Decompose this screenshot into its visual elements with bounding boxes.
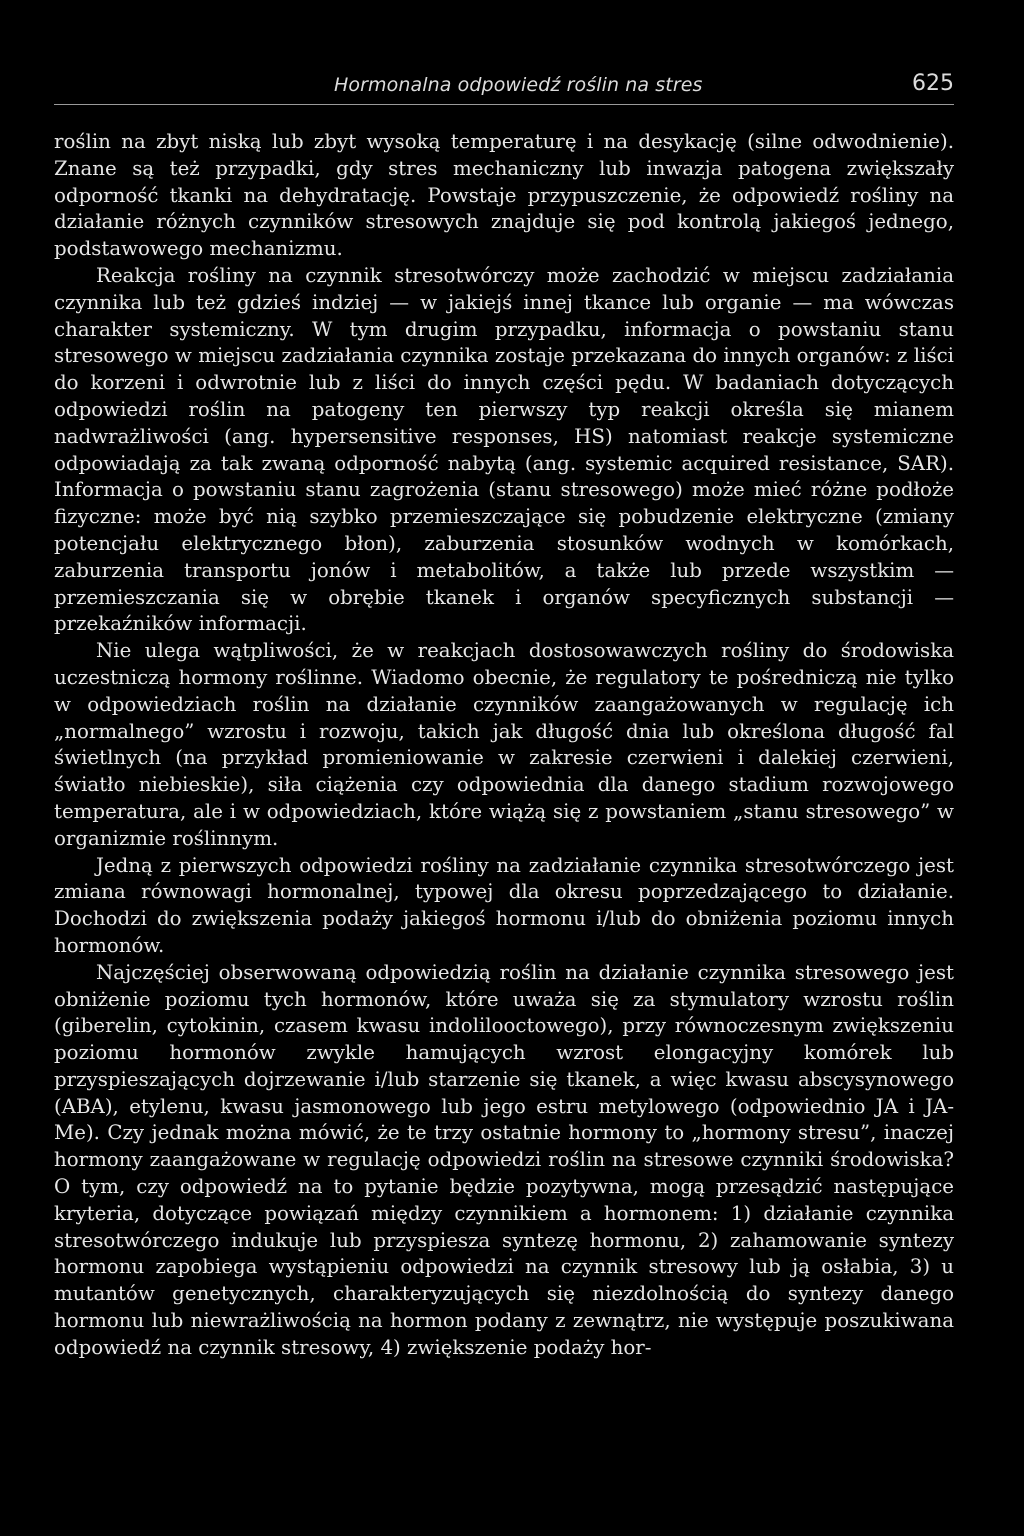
paragraph: Nie ulega wątpliwości, że w reakcjach dostosowawczych rośliny do środowiska uczestniczą hormony roślinne. Wiadomo obecnie, że regulatory te pośredniczą nie tylko w odpowiedziach roślin na działanie czynników zaangażowanych w regulację ich „normalnego” wzrostu i rozwoju, takich jak długość dnia lub określona długość fal świetlnych (na przykład promieniowanie w zakresie czerwieni i dalekiej czerwieni, światło niebieskie), siła ciążenia czy odpowiednia dla danego stadium rozwojowego temperatura, ale i w odpowiedziach, które wiążą się z powstaniem „stanu stresowego” w organizmie roślinnym. — [54, 639, 954, 850]
paragraph: Najczęściej obserwowaną odpowiedzią roślin na działanie czynnika stresowego jest obniżenie poziomu tych hormonów, które uważa się za stymulatory wzrostu roślin (giberelin, cytokinin, czasem kwasu indolilooctowego), przy równoczesnym zwiększeniu poziomu hormonów zwykle hamujących wzrost elongacyjny komórek lub przyspieszających dojrzewanie i/lub starzenie się tkanek, a więc kwasu abscysynowego (ABA), etylenu, kwasu jasmonowego lub jego estru metylowego (odpowiednio JA i JA-Me). Czy jednak można mówić, że te trzy ostatnie hormony to „hormony stresu”, inaczej hormony zaangażowane w regulację odpowiedzi roślin na stresowe czynniki środowiska? O tym, czy odpowiedź na to pytanie będzie pozytywna, mogą przesądzić następujące kryteria, dotyczące powiązań między czynnikiem a hormonem: 1) działanie czynnika stresotwórczego indukuje lub przyspiesza syntezę hormonu, 2) zahamowanie syntezy hormonu zapobiega wystąpieniu odpowiedzi na czynnik stresowy lub ją osłabia, 3) u mutantów genetycznych, charakteryzujących się niezdolnością do syntezy danego hormonu lub niewrażliwością na hormon podany z zewnątrz, nie występuje poszukiwana odpowiedź na czynnik stresowy, 4) zwiększenie podaży hor- — [54, 960, 954, 1359]
running-title: Hormonalna odpowiedź roślin na stres — [334, 74, 703, 96]
page-number: 625 — [912, 71, 954, 96]
paragraph: Reakcja rośliny na czynnik stresotwórczy może zachodzić w miejscu zadziałania czynnika lub też gdzieś indziej — w jakiejś innej tkance lub organie — ma wówczas charakter systemiczny. W tym drugim przypadku, informacja o powstaniu stanu stresowego w miejscu zadziałania czynnika zostaje przekazana do innych organów: z liści do korzeni i odwrotnie lub z liści do innych części pędu. W badaniach dotyczących odpowiedzi roślin na patogeny ten pierwszy typ reakcji określa się mianem nadwrażliwości (ang. hypersensitive responses, HS) natomiast reakcje systemiczne odpowiadają za tak zwaną odporność nabytą (ang. systemic acquired resistance, SAR). Informacja o powstaniu stanu zagrożenia (stanu stresowego) może mieć różne podłoże fizyczne: może być nią szybko przemieszczające się pobudzenie elektryczne (zmiany potencjału elektrycznego błon), zaburzenia stosunków wodnych w komórkach, zaburzenia transportu jonów i metabolitów, a także lub przede wszystkim — przemieszczania się w obrębie tkanek i organów specyficznych substancji — przekaźników informacji. — [54, 263, 954, 636]
body-text — [54, 129, 954, 1362]
paragraph-continued: roślin na zbyt niską lub zbyt wysoką temperaturę i na desykację (silne odwodnienie). Znane są też przypadki, gdy stres mechaniczny lub inwazja patogena zwiększały odporność tkanki na dehydratację. Powstaje przypuszczenie, że odpowiedź rośliny na działanie różnych czynników stresowych znajduje się pod kontrolą jakiegoś jednego, podstawowego mechanizmu. — [54, 130, 954, 261]
paragraph: Jedną z pierwszych odpowiedzi rośliny na zadziałanie czynnika stresotwórczego jest zmiana równowagi hormonalnej, typowej dla okresu poprzedzającego to działanie. Dochodzi do zwiększenia podaży jakiegoś hormonu i/lub do obniżenia poziomu innych hormonów. — [54, 853, 954, 957]
page-header — [54, 70, 954, 105]
